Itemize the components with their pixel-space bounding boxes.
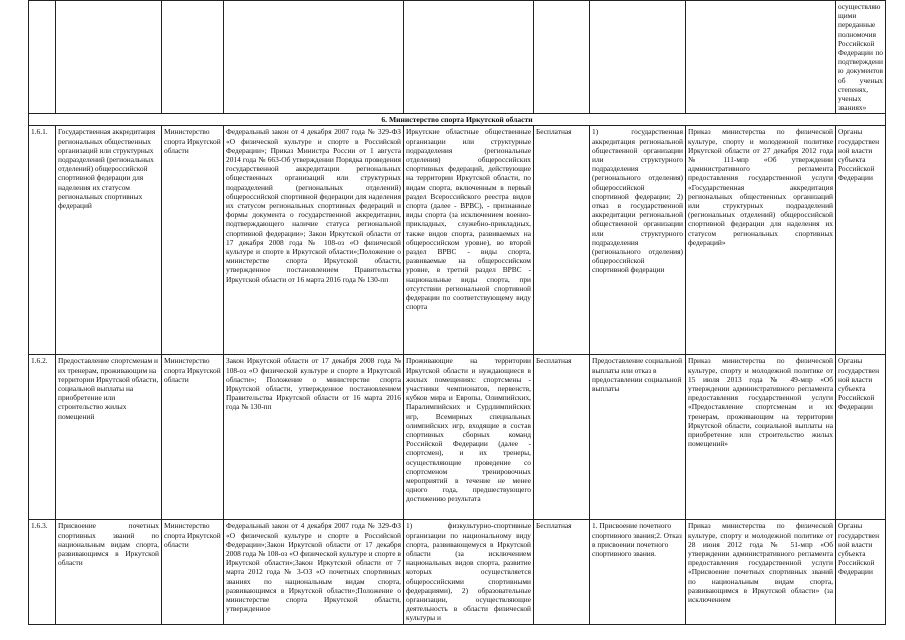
table-row xyxy=(29,520,886,625)
section-header-row xyxy=(29,114,886,126)
payment-type: Бесплатная xyxy=(534,355,590,520)
cell-empty xyxy=(404,1,534,114)
cell-empty xyxy=(29,1,56,114)
cell-empty xyxy=(56,1,162,114)
cell-empty xyxy=(686,1,836,114)
regulation: Приказ министерства по физической культуре, спорту и молодежной политике от 15 июля 2013 года № 49-мпр «Об утверждении административного регламента предоставления государственной услуги «Предоставление спортсменам и их тренерам, проживающим на территории Иркутской области, социальной выплаты на приобретение или строительство жилых помещений» xyxy=(686,355,836,520)
payment-type: Бесплатная xyxy=(534,520,590,625)
cell-empty xyxy=(534,1,590,114)
table-row xyxy=(29,355,886,520)
section-header: 6. Министерство спорта Иркутской области xyxy=(29,114,886,126)
regulation: Приказ министерства по физической культуре, спорту и молодежной политике Иркутской области от 27 декабря 2012 года № 111-мпр «Об утверждении административного регламента предоставления государственной услуги «Государственная аккредитация региональных общественных организаций или структурных подразделений (региональных отделений) общероссийской спортивной федерации для наделения их статусом региональных спортивных федераций» xyxy=(686,126,836,355)
legal-basis: Закон Иркутской области от 17 декабря 2008 года № 108-оз «О физической культуре и спорте в Иркутской области»; Положение о министерстве спорта Иркутской области, утвержденное постановлением Правительства Иркутской области от 16 марта 2016 года № 130-пп xyxy=(224,355,404,520)
agency-name: Министерство спорта Иркутской области xyxy=(162,126,224,355)
recipients: 1) физкультурно-спортивные организации по национальному виду спорта, развивающемуся в Иркутской области (за исключением национальных видов спорта, развитие которых осуществляется общероссийскими спортивными федерациями), 2) образовательные организации, осуществляющие деятельность в области физической культуры и xyxy=(404,520,534,625)
legal-basis: Федеральный закон от 4 декабря 2007 года № 329-ФЗ «О физической культуре и спорте в Российской Федерации»;Закон Иркутской области от 17 декабря 2008 года № 108-оз «О физической культуре и спорте в Иркутской области»;Закон Иркутской области от 7 марта 2012 года № 3-ОЗ «О почетных спортивных званиях по национальным видам спорта, развивающимся в Иркутской области»;Положение о министерстве спорта Иркутской области, утвержденное xyxy=(224,520,404,625)
row-number: 1.6.2. xyxy=(29,355,56,520)
cell-empty xyxy=(224,1,404,114)
service-result: 1) государственная аккредитация региональной общественной организации или структурного подразделения (регионального отделения) общероссийской спортивной федерации; 2) отказ в государственной аккредитации региональной общественной организации или структурного подразделения (регионального отделения) общероссийской спортивной федерации xyxy=(590,126,686,355)
agency-name: Министерство спорта Иркутской области xyxy=(162,355,224,520)
recipients: Иркутские областные общественные организации или структурные подразделения (региональные отделения) общероссийских спортивных федераций, действующие на территории Иркутской области, по видам спорта, включенным в первый раздел Всероссийского реестра видов спорта (далее - ВРВС), - признанные виды спорта (за исключением военно-прикладных, служебно-прикладных, также видов спорта, развиваемых на общероссийском уровне), во второй раздел ВРВС - виды спорта, развиваемые на общероссийском уровне, в третий раздел ВРВС - национальные виды спорта, при отсутствии региональной спортивной федерации по соответствующему виду спорта xyxy=(404,126,534,355)
service-name: Государственная аккредитация региональных общественных организаций или структурных подразделений (региональных отделений) общероссийской спортивной федерации для наделения их статусом региональных спортивных федераций xyxy=(56,126,162,355)
agency-name: Министерство спорта Иркутской области xyxy=(162,520,224,625)
table-row xyxy=(29,126,886,355)
payment-type: Бесплатная xyxy=(534,126,590,355)
cell-empty xyxy=(162,1,224,114)
service-result: Предоставление социальной выплаты или отказ в предоставлении социальной выплаты xyxy=(590,355,686,520)
row-number: 1.6.1. xyxy=(29,126,56,355)
table-row-continuation xyxy=(29,1,886,114)
continued-text: осуществляющими переданные полномочия Российской Федерации по подтверждению документов об ученых степенях, ученых званиях» xyxy=(836,1,886,114)
service-result: 1. Присвоение почетного спортивного звания;2. Отказ в присвоении почетного спортивного звания. xyxy=(590,520,686,625)
authority: Органы государственной власти субъекта Российской Федерации xyxy=(836,355,886,520)
legal-basis: Федеральный закон от 4 декабря 2007 года № 329-ФЗ «О физической культуре и спорте в Российской Федерации»; Приказ Министра России от 1 августа 2014 года № 663-Об утверждении Порядка проведения государственной аккредитации региональных общественных организаций или структурных подразделений (региональных отделений) общероссийской спортивной федерации для наделения их статусом региональных спортивных федераций и формы документа о государственной аккредитации, подтверждающего наличие статуса региональной спортивной федерации»; Закон Иркутской области от 17 декабря 2008 года № 108-оз «О физической культуре и спорте в Иркутской области»;Положение о министерстве спорта Иркутской области, утвержденное постановлением Правительства Иркутской области от 16 марта 2016 года № 130-пп xyxy=(224,126,404,355)
cell-empty xyxy=(590,1,686,114)
row-number: 1.6.3. xyxy=(29,520,56,625)
services-table xyxy=(28,0,886,625)
document-table-page xyxy=(28,0,885,623)
authority: Органы государственной власти субъекта Российской Федерации xyxy=(836,126,886,355)
service-name: Предоставление спортсменам и их тренерам, проживающим на территории Иркутской области, социальной выплаты на приобретение или строительство жилых помещений xyxy=(56,355,162,520)
service-name: Присвоение почетных спортивных званий по национальным видам спорта, развивающимся в Иркутской области xyxy=(56,520,162,625)
recipients: Проживающие на территории Иркутской области и нуждающиеся в жилых помещениях: спортсмены - участники чемпионатов, первенств, кубков мира и Европы, Олимпийских, Паралимпийских и Сурдлимпийских игр, Всемирных специальных олимпийских игр, входящие в состав спортивных сборных команд Российской Федерации (далее - спортсмен), и их тренеры, осуществляющие проведение со спортсменом тренировочных мероприятий в течение не менее одного года, предшествующего достижению результата xyxy=(404,355,534,520)
authority: Органы государственной власти субъекта Российской Федерации xyxy=(836,520,886,625)
regulation: Приказ министерства по физической культуре, спорту и молодежной политике от 28 июня 2012 года № 51-мпр «Об утверждении административного регламента предоставления государственной услуги «Присвоение почетных спортивных званий по национальным видам спорта, развивающимся в Иркутской области» (за исключением xyxy=(686,520,836,625)
